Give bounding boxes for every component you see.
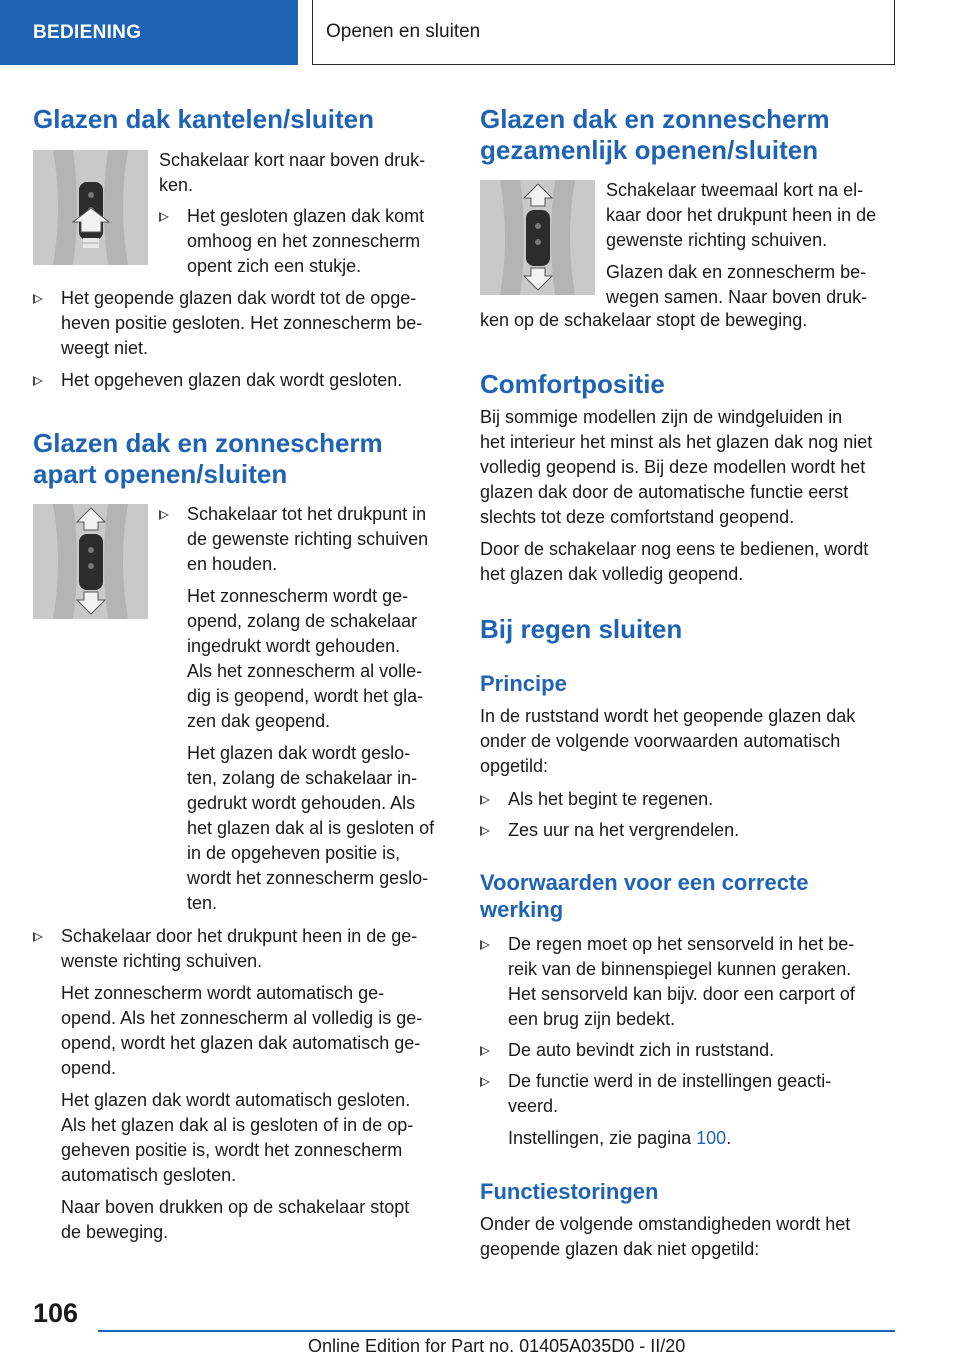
s3-p1-l1: Schakelaar tweemaal kort na el- xyxy=(606,180,864,200)
s5-c1-l1: De regen moet op het sensorveld in het be- xyxy=(508,934,855,954)
footer-divider xyxy=(98,1330,895,1332)
s2-b1-l3: en houden. xyxy=(187,554,278,574)
s3-p2-l3: ken op de schakelaar stopt de beweging. xyxy=(480,310,808,330)
s5-c3-l1: De functie werd in de instellingen geacti- xyxy=(508,1071,832,1091)
s5-f1-l1: Onder de volgende omstandigheden wordt het xyxy=(480,1214,851,1234)
s5-c1-l4: een brug zijn bedekt. xyxy=(508,1009,676,1029)
heading-comfortpositie: Comfortpositie xyxy=(480,369,665,399)
bullet-triangle-icon xyxy=(159,510,169,520)
s2-heading-l1: Glazen dak en zonnescherm xyxy=(33,428,383,458)
s1-bullet-2 xyxy=(33,286,476,361)
s1-b2-l2: heven positie gesloten. Het zonnescherm be- xyxy=(61,313,423,333)
s1-b2-l3: weegt niet. xyxy=(61,338,149,358)
section-tab xyxy=(0,0,298,65)
s2-p2-l7: ten. xyxy=(187,893,218,913)
s4-p2-l2: het glazen dak volledig geopend. xyxy=(480,564,744,584)
page-number: 106 xyxy=(33,1298,79,1328)
s2-p2-l6: wordt het zonnescherm geslo- xyxy=(187,868,429,888)
s5-b2: Zes uur na het vergrendelen. xyxy=(508,820,740,840)
s4-p1-l5: slechts tot deze comfortstand geopend. xyxy=(480,507,795,527)
s4-p1-l1: Bij sommige modellen zijn de windgeluiden in xyxy=(480,407,843,427)
switch-image-separate xyxy=(33,504,148,619)
s1-intro-l2: ken. xyxy=(159,175,194,195)
s1-b1-l3: opent zich een stukje. xyxy=(187,256,362,276)
s2-p1-l3: ingedrukt wordt gehouden. xyxy=(187,636,401,656)
s5-f1-l2: geopende glazen dak niet opgetild: xyxy=(480,1239,760,1259)
s2-b2-l2: wenste richting schuiven. xyxy=(61,951,263,971)
s2-bullet-2 xyxy=(33,924,476,1245)
edition-label: Online Edition for Part no. 01405A035D0 - II/20 xyxy=(308,1336,686,1356)
s2-heading-l2: apart openen/sluiten xyxy=(33,459,288,489)
bullet-triangle-icon xyxy=(480,826,490,836)
s2-b1-l2: de gewenste richting schuiven xyxy=(187,529,429,549)
s1-intro-l1: Schakelaar kort naar boven druk- xyxy=(159,150,426,170)
heading-apart xyxy=(33,428,383,490)
bullet-triangle-icon xyxy=(33,932,43,942)
s2-p4-l2: Als het glazen dak al is gesloten of in de op- xyxy=(61,1115,414,1135)
switch-image-tilt xyxy=(33,150,148,265)
s5-cond-3 xyxy=(480,1069,926,1151)
heading-functiestoringen: Functiestoringen xyxy=(480,1179,659,1204)
s2-p2-l2: ten, zolang de schakelaar in- xyxy=(187,768,418,788)
s2-p2-l3: gedrukt wordt gehouden. Als xyxy=(187,793,416,813)
chapter-title: Openen en sluiten xyxy=(326,21,481,42)
s1-bullet-3 xyxy=(33,368,476,393)
s2-p3-l3: opend, wordt het glazen dak automatisch ge- xyxy=(61,1033,421,1053)
s3-p1-l3: gewenste richting schuiven. xyxy=(606,230,828,250)
section-label: BEDIENING xyxy=(33,21,142,43)
s5-p1-l3: opgetild: xyxy=(480,756,549,776)
bullet-triangle-icon xyxy=(33,376,43,386)
heading-voorwaarden xyxy=(480,869,809,923)
s2-p3-l2: opend. Als het zonnescherm al volledig is ge- xyxy=(61,1008,423,1028)
s5-c1-l3: Het sensorveld kan bijv. door een carport of xyxy=(508,984,855,1004)
heading-gezamenlijk xyxy=(480,104,830,166)
s3-heading-l2: gezamenlijk openen/sluiten xyxy=(480,135,819,165)
s4-p1-l4: glazen dak door de automatische functie eerst xyxy=(480,482,849,502)
s2-bullet-1 xyxy=(159,502,451,916)
s5-sub-l2: werking xyxy=(480,897,564,922)
bullet-triangle-icon xyxy=(480,1046,490,1056)
bullet-triangle-icon xyxy=(33,294,43,304)
page-link[interactable]: 100 xyxy=(696,1128,727,1148)
s2-p4-l1: Het glazen dak wordt automatisch gesloten. xyxy=(61,1090,411,1110)
s1-bullet-1 xyxy=(159,204,449,279)
s1-b1-l2: omhoog en het zonnescherm xyxy=(187,231,421,251)
bullet-triangle-icon xyxy=(159,212,169,222)
s3-heading-l1: Glazen dak en zonnescherm xyxy=(480,104,830,134)
s1-b2-l1: Het geopende glazen dak wordt tot de opge- xyxy=(61,288,417,308)
s3-p2-l2: wegen samen. Naar boven druk- xyxy=(606,287,868,307)
s2-p2-l1: Het glazen dak wordt geslo- xyxy=(187,743,411,763)
s4-p2-l1: Door de schakelaar nog eens te bedienen, wordt xyxy=(480,539,869,559)
s5-c2: De auto bevindt zich in ruststand. xyxy=(508,1040,775,1060)
s1-b1-l1: Het gesloten glazen dak komt xyxy=(187,206,425,226)
ref-end: . xyxy=(726,1128,732,1148)
s2-p1-l4: Als het zonnescherm al volle- xyxy=(187,661,423,681)
s2-p1-l6: zen dak geopend. xyxy=(187,711,331,731)
s2-p1-l5: dig is geopend, wordt het gla- xyxy=(187,686,424,706)
s5-cond-1 xyxy=(480,932,926,1032)
heading-kantelen: Glazen dak kantelen/sluiten xyxy=(33,104,374,134)
s1-b3: Het opgeheven glazen dak wordt gesloten. xyxy=(61,370,403,390)
bullet-triangle-icon xyxy=(480,940,490,950)
heading-principe: Principe xyxy=(480,671,567,696)
s4-p1-l3: volledig geopend is. Bij deze modellen wordt het xyxy=(480,457,866,477)
s5-c3-l2: veerd. xyxy=(508,1096,559,1116)
s2-p5-l1: Naar boven drukken op de schakelaar stopt xyxy=(61,1197,410,1217)
s2-p3-l1: Het zonnescherm wordt automatisch ge- xyxy=(61,983,385,1003)
s5-sub-l1: Voorwaarden voor een correcte xyxy=(480,870,809,895)
s5-p1-l1: In de ruststand wordt het geopende glazen dak xyxy=(480,706,856,726)
s5-bullet-2 xyxy=(480,818,926,843)
ref-text: Instellingen, zie pagina xyxy=(508,1128,697,1148)
s5-bullet-1 xyxy=(480,787,926,812)
s2-p2-l4: het glazen dak al is gesloten of xyxy=(187,818,435,838)
s2-p5-l2: de beweging. xyxy=(61,1222,169,1242)
s2-p2-l5: in de opgeheven positie is, xyxy=(187,843,401,863)
s2-b2-l1: Schakelaar door het drukpunt heen in de ge- xyxy=(61,926,418,946)
s2-b1-l1: Schakelaar tot het drukpunt in xyxy=(187,504,427,524)
s5-b1: Als het begint te regenen. xyxy=(508,789,714,809)
s3-p2-l1: Glazen dak en zonnescherm be- xyxy=(606,262,867,282)
s5-c1-l2: reik van de binnenspiegel kunnen geraken. xyxy=(508,959,852,979)
s3-p1-l2: kaar door het drukpunt heen in de xyxy=(606,205,877,225)
s2-p3-l4: opend. xyxy=(61,1058,117,1078)
heading-regen: Bij regen sluiten xyxy=(480,614,683,644)
s5-p1-l2: onder de volgende voorwaarden automatisch xyxy=(480,731,841,751)
s2-p1-l2: opend, zolang de schakelaar xyxy=(187,611,418,631)
switch-image-combined xyxy=(480,180,595,295)
bullet-triangle-icon xyxy=(480,1077,490,1087)
s5-cond-2 xyxy=(480,1038,926,1063)
bullet-triangle-icon xyxy=(480,795,490,805)
chapter-title-box xyxy=(312,0,895,65)
s2-p4-l3: geheven positie is, wordt het zonnescherm xyxy=(61,1140,403,1160)
s2-p1-l1: Het zonnescherm wordt ge- xyxy=(187,586,409,606)
s4-p1-l2: het interieur het minst als het glazen dak nog niet xyxy=(480,432,873,452)
s5-reference xyxy=(508,1126,926,1151)
s2-p4-l4: automatisch gesloten. xyxy=(61,1165,237,1185)
